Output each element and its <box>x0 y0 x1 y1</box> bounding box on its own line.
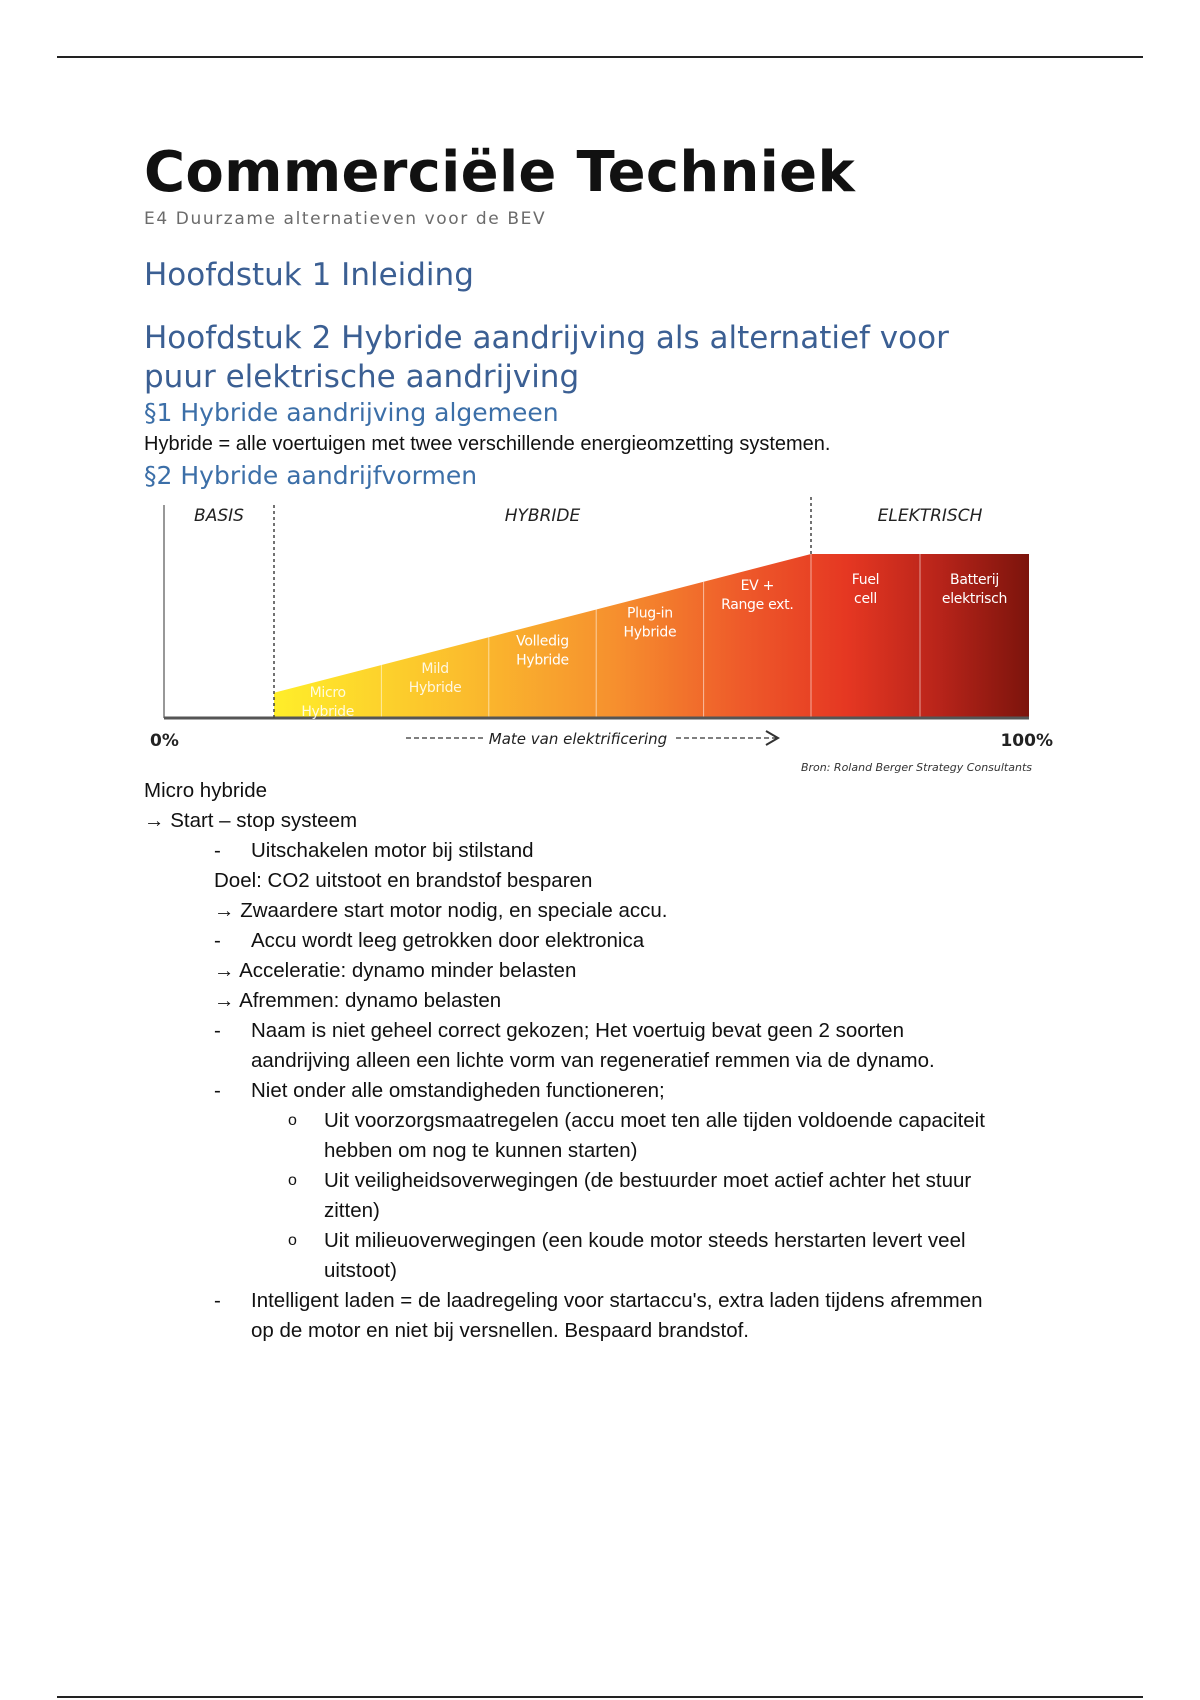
category-label: Batterij <box>950 572 999 588</box>
note-voorzorg-cont: hebben om nog te kunnen starten) <box>324 1139 638 1162</box>
note-niet-onder <box>144 1076 1064 1106</box>
paragraph-hybride: Hybride = alle voertuigen met twee verschillende energieomzetting systemen. <box>144 433 831 455</box>
document-subtitle: E4 Duurzame alternatieven voor de BEV <box>144 209 547 229</box>
category-label: Range ext. <box>721 596 794 613</box>
x-axis-title: Mate van elektrificering <box>488 730 668 748</box>
category-label: Fuel <box>851 572 880 588</box>
category-label: Micro <box>309 684 346 701</box>
heading-section-1: §1 Hybride aandrijving algemeen <box>144 398 559 427</box>
dash-marker: - <box>214 1019 221 1042</box>
category-label: cell <box>854 591 877 607</box>
note-text: Uit milieuoverwegingen (een koude motor steeds herstarten levert veel <box>324 1229 966 1252</box>
zone-label-elektrisch: ELEKTRISCH <box>877 506 983 526</box>
note-text: Uit voorzorgsmaatregelen (accu moet ten alle tijden voldoende capaciteit <box>324 1109 985 1132</box>
dash-marker: - <box>214 839 221 862</box>
note-uitschakelen <box>144 836 1064 866</box>
note-milieu <box>144 1226 1064 1256</box>
document-title: Commerciële Techniek <box>144 140 856 205</box>
category-label: Hybride <box>623 624 677 641</box>
chart-source: Bron: Roland Berger Strategy Consultants <box>800 761 1032 774</box>
electrification-chart <box>144 497 1064 782</box>
note-voorzorg <box>144 1106 1064 1136</box>
dash-marker: - <box>214 1289 221 1312</box>
note-veiligheid-cont: zitten) <box>324 1199 380 1222</box>
note-text: Intelligent laden = de laadregeling voor startaccu's, extra laden tijdens afremmen <box>251 1289 983 1312</box>
note-text: Naam is niet geheel correct gekozen; Het voertuig bevat geen 2 soorten <box>251 1019 904 1042</box>
document-header <box>144 138 1064 492</box>
footer-rule <box>57 1696 1143 1698</box>
heading-chapter-2-line2: puur elektrische aandrijving <box>144 359 580 395</box>
note-zwaardere: → Zwaardere start motor nodig, en speciale accu. <box>214 899 668 922</box>
note-milieu-cont: uitstoot) <box>324 1259 397 1282</box>
notes-list <box>144 776 1064 1346</box>
x-label-start: 0% <box>150 731 179 751</box>
category-label: EV + <box>740 577 775 594</box>
note-micro-hybride: Micro hybride <box>144 779 268 802</box>
zone-label-hybride: HYBRIDE <box>504 506 581 526</box>
note-intelligent-cont: op de motor en niet bij versnellen. Bespaard brandstof. <box>251 1319 749 1342</box>
category-label: Volledig <box>516 633 569 650</box>
circle-bullet: o <box>288 1232 297 1249</box>
category-label: Plug-in <box>626 605 673 622</box>
category-label: Hybride <box>516 652 569 669</box>
note-text: Niet onder alle omstandigheden functioneren; <box>251 1079 665 1102</box>
note-accu-leeg <box>144 926 1064 956</box>
note-doel: Doel: CO2 uitstoot en brandstof besparen <box>214 869 593 892</box>
note-naam-cont: aandrijving alleen een lichte vorm van regeneratief remmen via de dynamo. <box>251 1049 935 1072</box>
circle-bullet: o <box>288 1112 297 1129</box>
note-text: Uit veiligheidsoverwegingen (de bestuurder moet actief achter het stuur <box>324 1169 972 1192</box>
note-naam <box>144 1016 1064 1046</box>
heading-section-2: §2 Hybride aandrijfvormen <box>144 461 478 490</box>
dash-marker: - <box>214 1079 221 1102</box>
note-afremmen: → Afremmen: dynamo belasten <box>214 989 502 1012</box>
circle-bullet: o <box>288 1172 297 1189</box>
chart-svg <box>144 497 1064 782</box>
header-rule <box>57 56 1143 58</box>
heading-chapter-2-line1: Hoofdstuk 2 Hybride aandrijving als alternatief voor <box>144 320 949 356</box>
note-acceleratie: → Acceleratie: dynamo minder belasten <box>214 959 577 982</box>
x-label-end: 100% <box>1000 731 1053 751</box>
category-label: Hybride <box>301 703 355 720</box>
category-label: Hybride <box>408 680 462 697</box>
note-text: Uitschakelen motor bij stilstand <box>251 839 534 862</box>
category-label: Mild <box>421 661 449 678</box>
dash-marker: - <box>214 929 221 952</box>
zone-label-basis: BASIS <box>194 506 244 526</box>
heading-chapter-1: Hoofdstuk 1 Inleiding <box>144 257 474 293</box>
note-intelligent <box>144 1286 1064 1316</box>
note-veiligheid <box>144 1166 1064 1196</box>
note-text: Accu wordt leeg getrokken door elektronica <box>251 929 645 952</box>
category-label: elektrisch <box>941 591 1008 607</box>
note-start-stop: → Start – stop systeem <box>144 809 358 832</box>
